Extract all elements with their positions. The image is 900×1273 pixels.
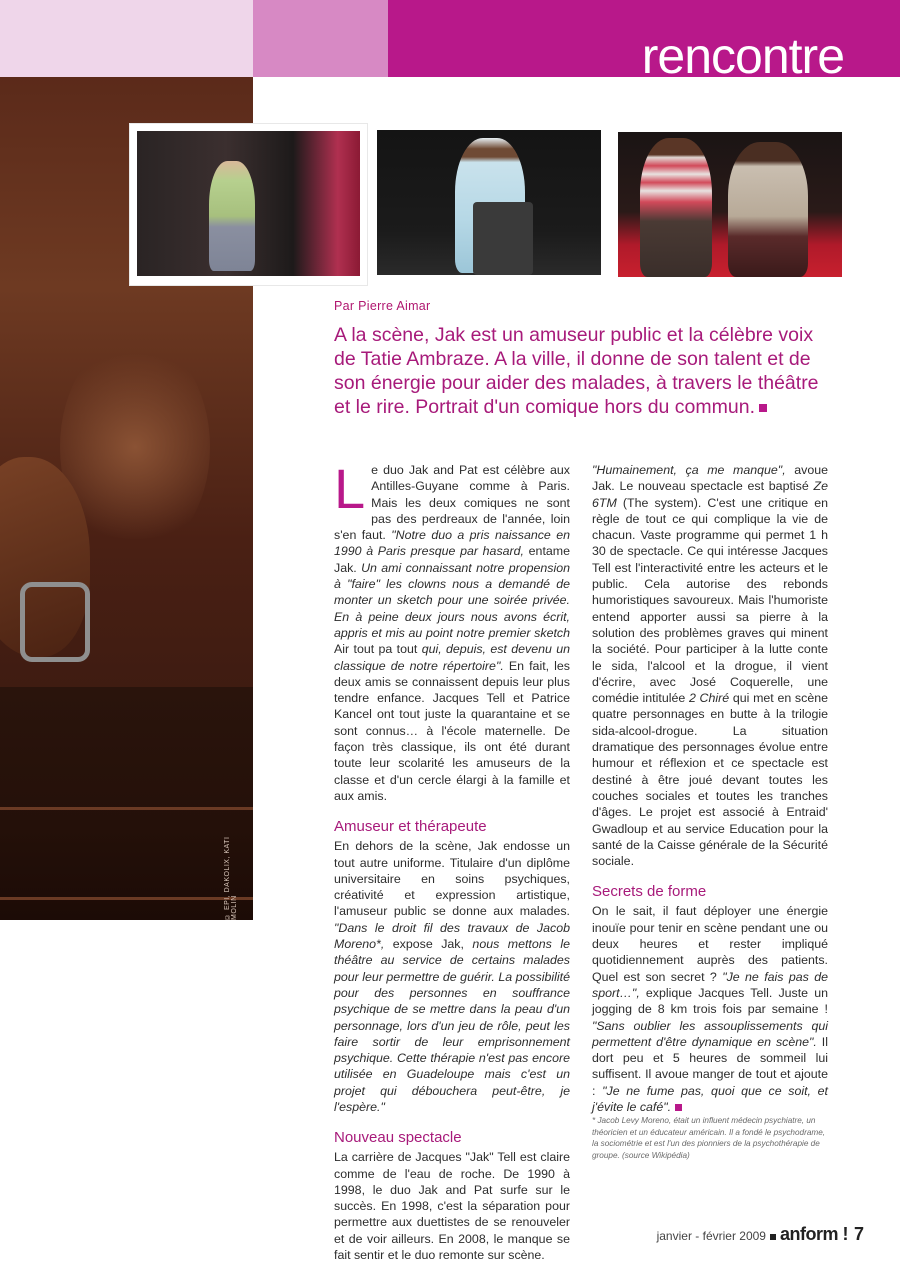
section-spectacle-cont: "Humainement, ça me manque", avoue Jak. Le nouveau spectacle est baptisé Ze 6TM (The system). C'est une critique en règle de tout ce qui complique la vie de chacun. Vaste programme qui permet 1 h 30 de spectacle. Ce qui intéresse Jacques Tell est l'interactivité entre les acteurs et le public. Cela autorise des rebonds humoristiques savoureux. Mais l'humoriste entend apporter aussi sa pierre à la solution des problèmes graves qui minent la société. Pour participer à la lutte conte le sida, l'alcool et la drogue, il vient d'écrire, avec José Coquerelle, une comédie intitulée 2 Chiré qui met en scène quatre personnages en butte à la trilogie sida-alcool-drogue. La situation dramatique des personnages évolue entre humour et réflexion et ce spectacle est destiné à être joué devant toutes les couches sociales et toutes les tranches d'âges. Le projet est associé à Entraid' Gwadloup et au service Education pour la santé de la Caisse générale de la Sécurité sociale. (592, 463, 829, 869)
page-footer (657, 1224, 864, 1245)
stage-photo-2 (377, 130, 601, 275)
stage-photo-3 (618, 132, 842, 277)
end-square-icon (675, 1104, 682, 1111)
section-forme: On le sait, il faut déployer une énergie inouïe pour tenir en scène pendant une ou deux heures et rester impliqué quotidiennement auprès des patients. Quel est son secret ? "Je ne fais pas de sport…", explique Jacques Tell. Juste un jogging de 8 km trois fois par semaine ! "Sans oublier les assouplissements qui permettent d'être dynamique en scène". Il dort peu et 5 heures de sommeil lui suffisent. Il avoue manger de tout et ajoute : "Je ne fume pas, quoi que ce soit, et j'évite le café". (592, 904, 829, 1114)
photo-credit: © EPI, DAKOLIX, KATI MOLIN (224, 836, 238, 920)
issue-date: janvier - février 2009 (656, 1229, 766, 1243)
article-column-1 (334, 457, 571, 1263)
drop-cap: L (334, 457, 366, 520)
intro-paragraph: Le duo Jak and Pat est célèbre aux Antilles-Guyane comme à Paris. Mais les deux comiques ne sont pas des perdreaux de l'année, loin s'en faut. "Notre duo a pris naissance en 1990 à Paris presque par hasard, entame Jak. Un ami connaissant notre propension à "faire" les clowns nous a demandé de monter un sketch pour une soirée privée. En à peine deux jours nous avons écrit, appris et mis au point notre premier sketch Air tout pa tout qui, depuis, est devenu un classique de notre répertoire". En fait, les deux amis se connaissent depuis leur plus tendre enfance. Jacques Tell et Patrice Kancel ont tout juste la quarantaine et se sont connus… à l'école maternelle. De façon très classique, ils ont été durant toute leur scolarité les amuseurs de la classe et d'un cercle élargi à la famille et aux amis. (334, 457, 571, 803)
article-column-2 (592, 462, 828, 1161)
header-band-light (0, 0, 253, 77)
page-number: 7 (853, 1224, 864, 1244)
magazine-name: anform ! (779, 1224, 848, 1244)
section-title: rencontre (641, 28, 844, 84)
stage-photo-1 (130, 124, 367, 285)
lead-text: A la scène, Jak est un amuseur public et la célèbre voix de Tatie Ambraze. A la ville, il donne de son talent et de son énergie pour aider des malades, à travers le théâtre et le rire. Portrait d'un comique hors du commun. (334, 324, 819, 418)
header-band-mid (253, 0, 388, 77)
section-therapeute: En dehors de la scène, Jak endosse un tout autre uniforme. Titulaire d'un diplôme universitaire en soins psychiques, créativité et expression artistique, l'amuseur public se donne aux malades. "Dans le droit fil des travaux de Jacob Moreno*, expose Jak, nous mettons le théâtre au service de certains malades pour leur permettre de guérir. La possibilité pour des personnes en souffrance psychique de se mettre dans la peau d'un personnage, lors d'un jeu de rôle, peut les faire sortir de leur emprisonnement psychique. Cette thérapie n'est pas encore utilisée en Guadeloupe mais c'est un projet qui débouchera peut-être, je l'espère." (334, 839, 570, 1114)
subheading-forme: Secrets de forme (592, 883, 707, 901)
byline: Par Pierre Aimar (334, 299, 431, 313)
footnote: * Jacob Levy Moreno, était un influent médecin psychiatre, un théoricien et un éducateur américain. Il a fondé le psychodrame, la sociométrie et est l'un des pionniers de la psychothérapie de groupe. (source Wikipédia) (592, 1116, 826, 1160)
subheading-therapeute: Amuseur et thérapeute (334, 818, 487, 836)
end-square-icon (759, 404, 767, 412)
subheading-spectacle: Nouveau spectacle (334, 1129, 462, 1147)
lead-paragraph (334, 323, 824, 419)
footer-square-icon (770, 1234, 776, 1240)
section-spectacle-start: La carrière de Jacques "Jak" Tell est claire comme de l'eau de roche. De 1990 à 1998, le duo Jak and Pat surfe sur le succès. En 1998, c'est la séparation pour permettre aux duettistes de se renouveler et de voir ailleurs. En 2008, le manque se fait sentir et le duo remonte sur scène. (334, 1150, 570, 1263)
